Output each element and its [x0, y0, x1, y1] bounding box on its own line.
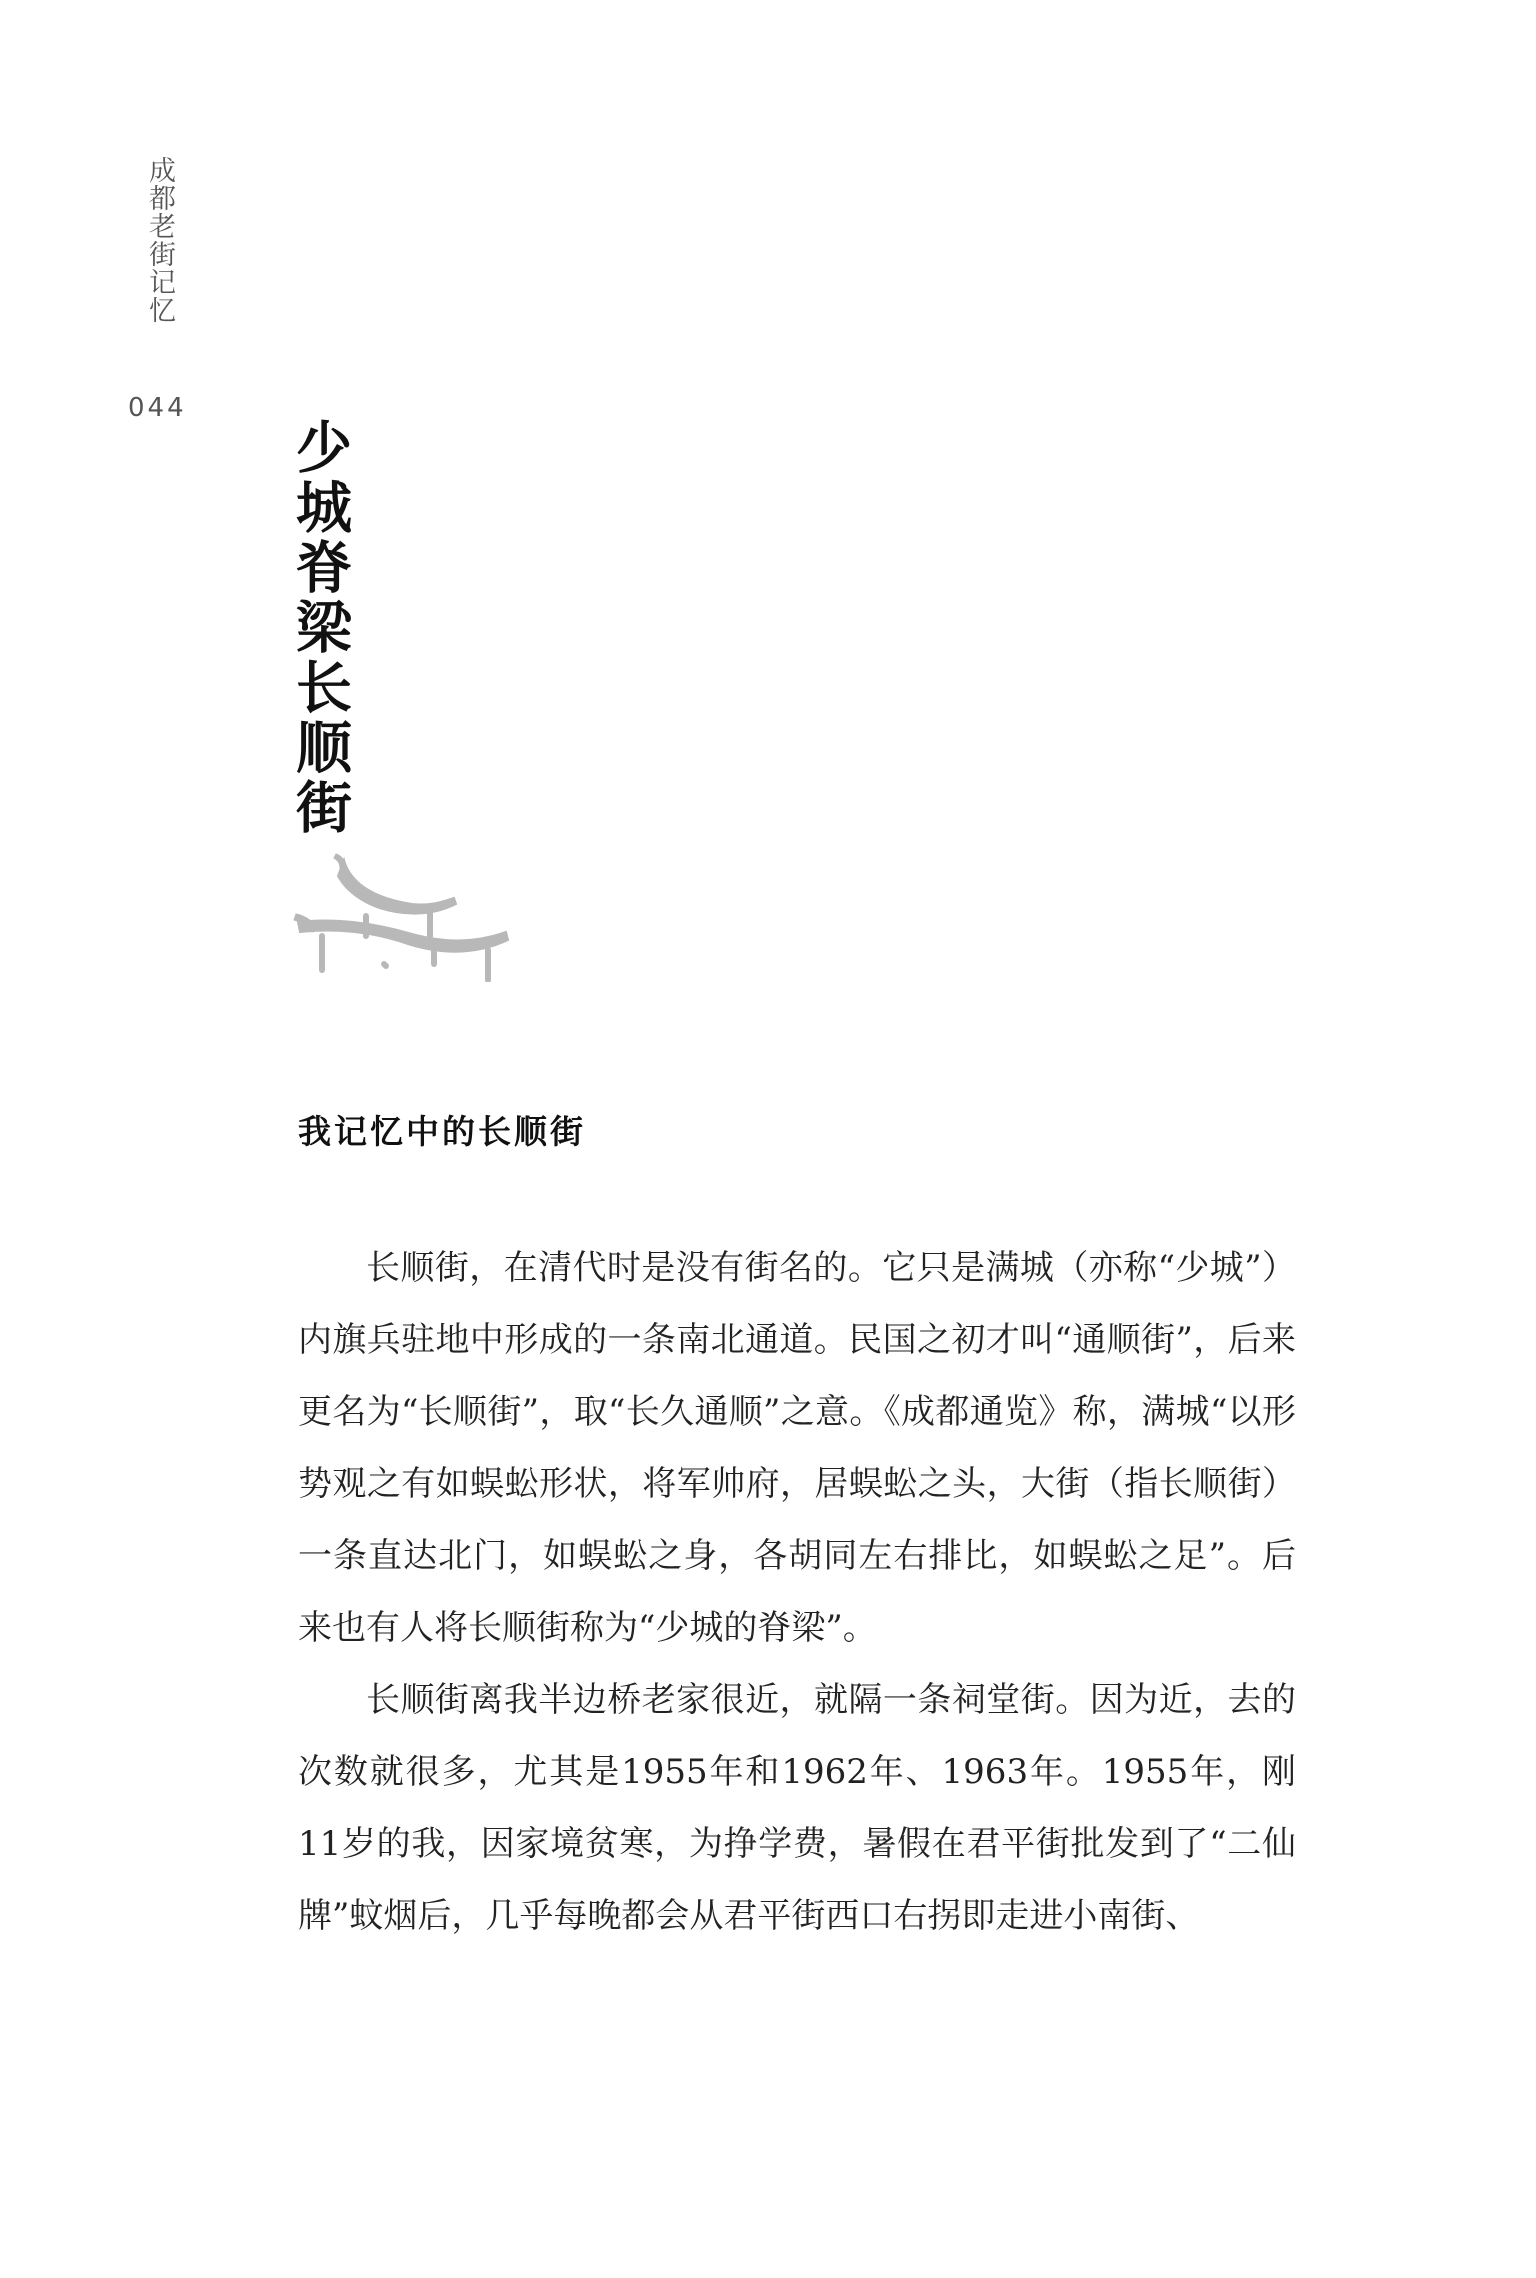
paragraph-1: 长顺街，在清代时是没有街名的。它只是满城（亦称“少城”）内旗兵驻地中形成的一条南北通道。民国之初才叫“通顺街”，后来更名为“长顺街”，取“长久通顺”之意。《成都通览》称，满城“以形势观之有如蜈蚣形状，将军帅府，居蜈蚣之头，大街（指长顺街）一条直达北门，如蜈蚣之身，各胡同左右排比，如蜈蚣之足”。后来也有人将长顺街称为“少城的脊梁”。	[298, 1248, 1296, 1648]
chapter-title: 少城脊梁长顺街	[287, 418, 353, 838]
section-heading: 我记忆中的长顺街	[298, 1112, 586, 1151]
running-head: 成都老街记忆	[144, 156, 175, 324]
paragraph-2: 长顺街离我半边桥老家很近，就隔一条祠堂街。因为近，去的次数就很多，尤其是1955年和1962年、1963年。1955年，刚11岁的我，因家境贫寒，为挣学费，暑假在君平街批发到了“二仙牌”蚊烟后，几乎每晚都会从君平街西口右拐即走进小南街、	[298, 1680, 1296, 1936]
page-number: 044	[128, 393, 187, 423]
pavilion-roof-icon	[292, 852, 522, 982]
body-text	[298, 1232, 1296, 1952]
